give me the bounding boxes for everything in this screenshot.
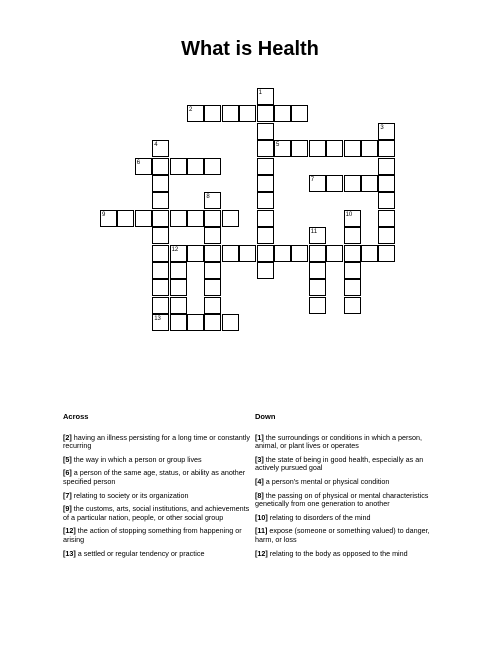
grid-cell[interactable] bbox=[378, 158, 395, 175]
grid-cell[interactable] bbox=[344, 140, 361, 157]
cell-number: 9 bbox=[102, 211, 106, 218]
grid-cell[interactable] bbox=[361, 140, 378, 157]
across-heading: Across bbox=[63, 412, 89, 421]
cell-number: 4 bbox=[154, 142, 158, 149]
grid-cell[interactable] bbox=[152, 175, 169, 192]
grid-cell[interactable] bbox=[309, 262, 326, 279]
grid-cell[interactable] bbox=[309, 279, 326, 296]
grid-cell[interactable] bbox=[378, 123, 395, 140]
clue-number: [3] bbox=[255, 454, 264, 464]
grid-cell[interactable] bbox=[135, 210, 152, 227]
cell-number: 7 bbox=[310, 177, 315, 183]
clue-text: a settled or regular tendency or practice bbox=[75, 548, 205, 558]
clue-text: the way in which a person or group lives bbox=[71, 454, 202, 464]
across-clue bbox=[63, 456, 253, 465]
cell-number: 5 bbox=[276, 142, 280, 149]
grid-cell[interactable] bbox=[257, 140, 274, 157]
grid-cell[interactable] bbox=[152, 245, 169, 262]
grid-cell[interactable] bbox=[152, 158, 169, 175]
across-clue bbox=[63, 492, 253, 501]
grid-cell[interactable] bbox=[152, 192, 169, 209]
clue-text: the state of being in good health, especially as an actively pursued goal bbox=[255, 454, 424, 473]
cell-number: 13 bbox=[154, 316, 161, 323]
clue-text: the passing on of physical or mental characteristics genetically from one generation to another bbox=[255, 490, 429, 509]
grid-cell[interactable] bbox=[257, 227, 274, 244]
across-list bbox=[63, 434, 253, 559]
grid-cell[interactable] bbox=[378, 175, 395, 192]
grid-cell[interactable] bbox=[257, 105, 274, 122]
grid-cell[interactable] bbox=[204, 279, 221, 296]
cell-number: 8 bbox=[206, 194, 210, 201]
clue-number: [11] bbox=[255, 526, 268, 536]
cell-number: 11 bbox=[310, 229, 318, 236]
grid-cell[interactable] bbox=[152, 140, 169, 157]
grid-cell[interactable] bbox=[274, 105, 291, 122]
across-clue bbox=[63, 505, 253, 522]
down-clue bbox=[255, 434, 445, 451]
grid-cell[interactable] bbox=[204, 210, 221, 227]
cell-number: 12 bbox=[171, 246, 179, 253]
puzzle-title: What is Health bbox=[181, 38, 319, 60]
grid-cell[interactable] bbox=[170, 279, 187, 296]
clue-text: having an illness persisting for a long time or constantly recurring bbox=[63, 432, 250, 451]
grid-cell[interactable] bbox=[170, 297, 187, 314]
grid-cell[interactable] bbox=[222, 314, 239, 331]
grid-cell[interactable] bbox=[204, 297, 221, 314]
grid-cell[interactable] bbox=[274, 245, 291, 262]
down-clue bbox=[255, 550, 445, 559]
across-clue bbox=[63, 527, 253, 544]
grid-cell[interactable] bbox=[274, 140, 291, 157]
grid-cell[interactable] bbox=[204, 158, 221, 175]
grid-cell[interactable] bbox=[291, 105, 308, 122]
across-clue bbox=[63, 469, 253, 486]
clue-number: [1] bbox=[255, 432, 264, 442]
grid-cell[interactable] bbox=[344, 279, 361, 296]
grid-cell[interactable] bbox=[170, 262, 187, 279]
down-heading: Down bbox=[255, 412, 276, 421]
grid-cell[interactable] bbox=[344, 210, 361, 227]
grid-cell[interactable] bbox=[257, 210, 274, 227]
grid-cell[interactable] bbox=[152, 210, 169, 227]
across-clues bbox=[63, 413, 253, 563]
grid-cell[interactable] bbox=[291, 245, 308, 262]
clue-text: expose (someone or something valued) to danger, harm, or loss bbox=[255, 526, 430, 544]
clue-number: [12] bbox=[63, 526, 76, 536]
grid-cell[interactable] bbox=[187, 158, 204, 175]
grid-cell[interactable] bbox=[344, 245, 361, 262]
grid-cell[interactable] bbox=[257, 175, 274, 192]
cell-number: 1 bbox=[258, 90, 262, 96]
grid-cell[interactable] bbox=[257, 158, 274, 175]
clue-text: relating to society or its organization bbox=[71, 490, 189, 500]
grid-cell[interactable] bbox=[257, 192, 274, 209]
grid-cell[interactable] bbox=[222, 105, 239, 122]
grid-cell[interactable] bbox=[344, 175, 361, 192]
grid-cell[interactable] bbox=[378, 245, 395, 262]
grid-cell[interactable] bbox=[378, 192, 395, 209]
down-clue bbox=[255, 478, 445, 487]
grid-cell[interactable] bbox=[187, 314, 204, 331]
clue-number: [9] bbox=[63, 504, 72, 514]
down-clue bbox=[255, 456, 445, 473]
cell-number: 3 bbox=[380, 124, 384, 131]
clue-number: [13] bbox=[63, 548, 76, 558]
grid-cell[interactable] bbox=[170, 210, 187, 227]
grid-cell[interactable] bbox=[187, 245, 204, 262]
grid-cell[interactable] bbox=[239, 245, 256, 262]
grid-cell[interactable] bbox=[100, 210, 117, 227]
down-clue bbox=[255, 527, 445, 544]
grid-cell[interactable] bbox=[309, 227, 326, 244]
grid-cell[interactable] bbox=[344, 262, 361, 279]
down-clue bbox=[255, 492, 445, 509]
grid-cell[interactable] bbox=[204, 227, 221, 244]
clue-number: [7] bbox=[63, 490, 72, 500]
grid-cell[interactable] bbox=[222, 245, 239, 262]
grid-cell[interactable] bbox=[222, 210, 239, 227]
grid-cell[interactable] bbox=[257, 88, 274, 105]
clue-number: [6] bbox=[63, 468, 72, 478]
grid-cell[interactable] bbox=[309, 140, 326, 157]
down-clue bbox=[255, 514, 445, 523]
grid-cell[interactable] bbox=[326, 245, 343, 262]
grid-cell[interactable] bbox=[361, 245, 378, 262]
grid-cell[interactable] bbox=[326, 140, 343, 157]
clue-number: [5] bbox=[63, 454, 72, 464]
across-clue bbox=[63, 550, 253, 559]
cell-number: 6 bbox=[136, 159, 141, 166]
grid-cell[interactable] bbox=[187, 105, 204, 122]
grid-cell[interactable] bbox=[239, 105, 256, 122]
grid-cell[interactable] bbox=[170, 158, 187, 175]
grid-cell[interactable] bbox=[117, 210, 134, 227]
down-clues bbox=[255, 413, 445, 563]
across-clue bbox=[63, 434, 253, 451]
grid-cell[interactable] bbox=[309, 245, 326, 262]
grid-cell[interactable] bbox=[344, 297, 361, 314]
clue-text: relating to disorders of the mind bbox=[267, 512, 371, 522]
grid-cell[interactable] bbox=[378, 227, 395, 244]
grid-cell[interactable] bbox=[309, 297, 326, 314]
clue-text: a person's mental or physical condition bbox=[263, 476, 390, 486]
grid-cell[interactable] bbox=[204, 245, 221, 262]
clue-text: a person of the same age, status, or ability as another specified person bbox=[63, 468, 246, 486]
grid-cell[interactable] bbox=[152, 227, 169, 244]
down-list bbox=[255, 434, 445, 559]
grid-cell[interactable] bbox=[257, 123, 274, 140]
clue-number: [10] bbox=[255, 512, 268, 522]
grid-cell[interactable] bbox=[326, 175, 343, 192]
cell-number: 2 bbox=[189, 107, 193, 114]
grid-cell[interactable] bbox=[204, 314, 221, 331]
clue-number: [2] bbox=[63, 432, 72, 442]
clue-number: [4] bbox=[255, 476, 264, 486]
grid-cell[interactable] bbox=[170, 314, 187, 331]
grid-cell[interactable] bbox=[204, 105, 221, 122]
clue-text: the action of stopping something from happening or arising bbox=[63, 526, 242, 544]
clue-number: [12] bbox=[255, 548, 268, 558]
grid-cell[interactable] bbox=[309, 175, 326, 192]
clue-text: the customs, arts, social institutions, and achievements of a particular nation, people, or other social group bbox=[63, 504, 250, 522]
grid-cell[interactable] bbox=[152, 314, 169, 331]
cell-number: 10 bbox=[345, 211, 353, 218]
grid-cell[interactable] bbox=[257, 245, 274, 262]
grid-cell[interactable] bbox=[257, 262, 274, 279]
grid-cell[interactable] bbox=[152, 279, 169, 296]
grid-cell[interactable] bbox=[187, 210, 204, 227]
grid-cell[interactable] bbox=[378, 140, 395, 157]
grid-cell[interactable] bbox=[152, 297, 169, 314]
grid-cell[interactable] bbox=[378, 210, 395, 227]
grid-cell[interactable] bbox=[344, 227, 361, 244]
grid-cell[interactable] bbox=[152, 262, 169, 279]
grid-cell[interactable] bbox=[204, 192, 221, 209]
grid-cell[interactable] bbox=[291, 140, 308, 157]
grid-cell[interactable] bbox=[204, 262, 221, 279]
grid-cell[interactable] bbox=[135, 158, 152, 175]
clue-number: [8] bbox=[255, 490, 264, 500]
clue-text: relating to the body as opposed to the mind bbox=[267, 548, 408, 558]
grid-cell[interactable] bbox=[361, 175, 378, 192]
clue-text: the surroundings or conditions in which a person, animal, or plant lives or operates bbox=[255, 432, 423, 451]
grid-cell[interactable] bbox=[170, 245, 187, 262]
